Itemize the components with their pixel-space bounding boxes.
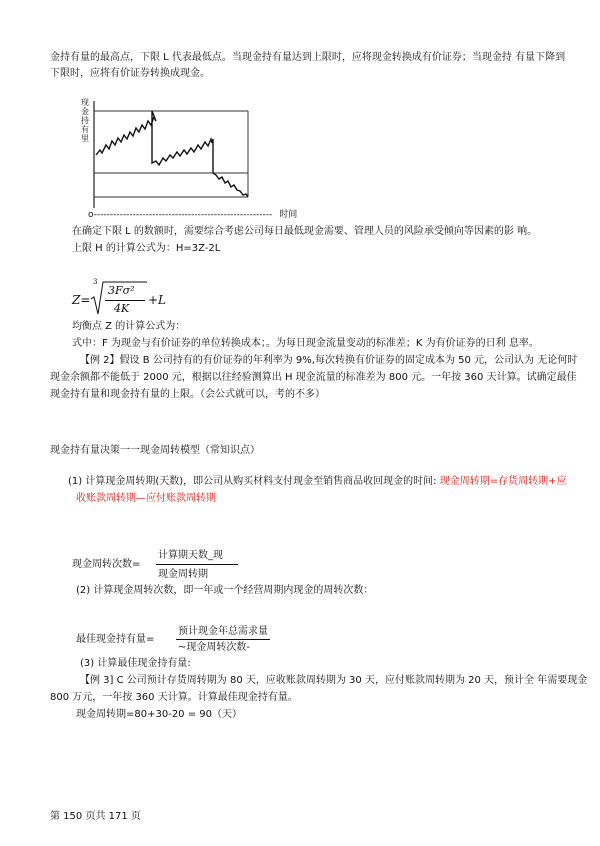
optimal-cash-denominator: ~现金周转次数- [178, 642, 250, 653]
example-2-line-1: 【例 2】假设 B 公司持有的有价证券的年利率为 9%,每次转换有价证券的固定成本为 50 元，公司认为 无论何时 [80, 355, 578, 366]
optimal-cash-numerator: 预计现金年总需求量 [178, 626, 268, 637]
example-3-line-1: 【例 3] C 公司预计存货周转期为 80 天，应收账款周转期为 30 天，应付账款周转期为 20 天，预计全 年需要现金 [80, 675, 588, 686]
z-formula-denominator: 4K [114, 302, 130, 315]
turnover-period-item [68, 474, 566, 490]
section-heading: 现金持有量决策一一现金周转模型（常知识点） [50, 445, 260, 456]
example-2-line-2: 现金余额都不能低于 2000 元，根据以往经验测算出 H 现金流量的标准差为 800 元。一年按 360 天计算。试确定最佳 [50, 372, 577, 383]
z-formula-tail: +L [148, 293, 167, 307]
optimal-cash-caption: (3) 计算最佳现金持有量: [80, 658, 191, 669]
z-formula-root-index: 3 [93, 278, 98, 286]
turnover-period-formula-part-1: 现金周转期=存货周转期+应 [439, 476, 567, 487]
cash-balance-path [96, 111, 248, 197]
intro-line-2: 下限时，应将有价证券转换成现金。 [50, 68, 210, 79]
turnover-period-text: (1) 计算现金周转期(天数)，即公司从购买材料支付现金至销售商品收回现金的时间: [68, 476, 440, 487]
example-3-calculation: 现金周转期=80+30-20 = 90（天） [76, 709, 243, 720]
turnover-count-numerator: 计算期天数_现 [158, 550, 223, 561]
z-formula-fraction-bar [105, 300, 145, 301]
z-formula-lhs: Z= [72, 293, 91, 307]
upper-limit-formula-text: 上限 H 的计算公式为：H=3Z-2L [72, 243, 221, 254]
example-3-line-2: 800 万元，一年按 360 天计算。计算最佳现金持有量。 [50, 692, 298, 703]
turnover-count-lhs: 现金周转次数= [72, 559, 141, 570]
cash-level-chart [80, 95, 260, 210]
z-formula-caption: 均衡点 Z 的计算公式为： [72, 321, 186, 332]
turnover-count-fraction-bar [156, 564, 238, 565]
z-formula-numerator: 3Fσ² [108, 284, 135, 297]
chart-x-axis [88, 207, 297, 220]
turnover-period-formula-part-2: 收账款周转期—应付账款周转期 [76, 493, 216, 504]
turnover-count-caption: (2) 计算现金周转次数，即一年或一个经营周期内现金的周转次数： [76, 585, 374, 596]
optimal-cash-lhs: 最佳现金持有量= [76, 634, 155, 645]
page-number: 第 150 页共 171 页 [50, 811, 141, 822]
chart-x-axis-dashes: ------------------------------------------------------- [93, 210, 273, 220]
formula-variable-definitions: 式中：F 为现金与有价证券的单位转换成本；。为每日现金流量变动的标准差；K 为有价证券的日利 息率。 [72, 338, 539, 349]
chart-origin-label: o [88, 210, 94, 220]
intro-line-1: 金持有量的最高点，下限 L 代表最低点。当现金持有量达到上限时，应将现金转换成有价证券；当现金持 有量下降到 [50, 52, 566, 63]
chart-y-axis-label: 现金持有里 [81, 98, 89, 143]
chart-x-axis-label: 时间 [279, 210, 298, 220]
turnover-count-denominator: 现金周转期 [158, 569, 208, 580]
lower-limit-note: 在确定下限 L 的数额时，需要综合考虑公司每日最低现金需要、管理人员的风险承受倾向等因素的影 响。 [72, 226, 538, 237]
example-2-line-3: 现金持有量和现金持有量的上限。（会公式就可以，考的不多） [50, 389, 325, 400]
